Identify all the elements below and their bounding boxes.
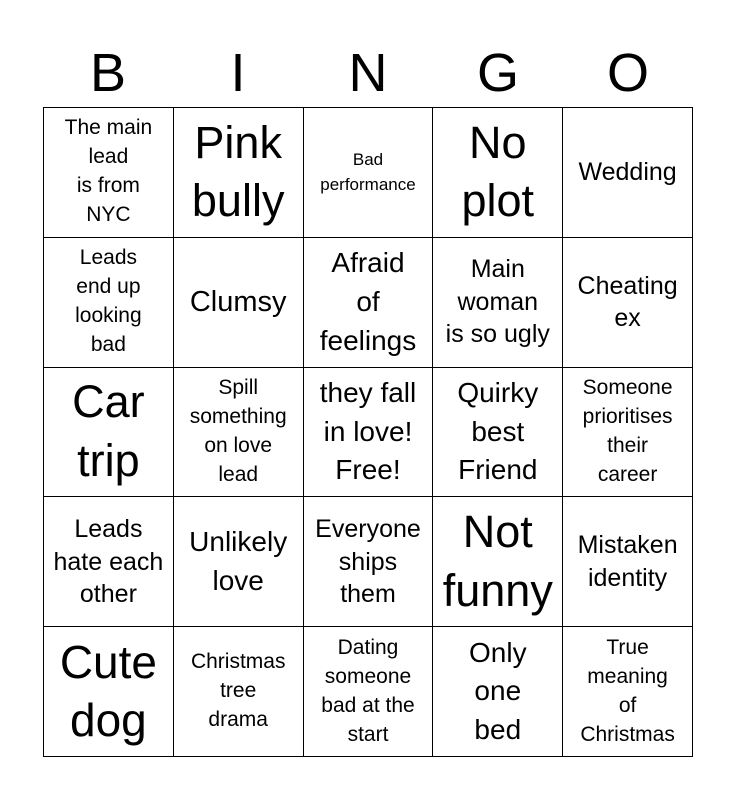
cell-text: Pink bully (191, 116, 285, 227)
cell-text: Only one bed (469, 636, 527, 745)
bingo-cell-r4c2[interactable] (174, 497, 304, 627)
cell-text: Spill something on love lead (189, 376, 287, 486)
cell-text: Dating someone bad at the start (321, 635, 415, 746)
bingo-cell-r5c2[interactable] (174, 627, 304, 757)
bingo-header (43, 40, 693, 106)
bingo-cell-r2c1[interactable] (44, 238, 174, 368)
bingo-cell-r5c5[interactable] (563, 627, 693, 757)
cell-text: Not funny (442, 506, 553, 616)
bingo-cell-r3c1[interactable] (44, 368, 174, 498)
cell-text: Cheating ex (577, 271, 678, 333)
header-letter-g: G (476, 43, 519, 103)
cell-text: Someone prioritises their career (582, 376, 673, 486)
bingo-cell-r5c4[interactable] (433, 627, 563, 757)
cell-text: Mistaken identity (577, 531, 678, 592)
bingo-cell-r4c3[interactable] (304, 497, 434, 627)
header-letter-o: O (606, 43, 649, 103)
bingo-cell-r3c4[interactable] (433, 368, 563, 498)
cell-text: Quirky best Friend (457, 377, 539, 486)
bingo-cell-r4c4[interactable] (433, 497, 563, 627)
cell-text: Car trip (72, 376, 145, 486)
bingo-cell-r2c5[interactable] (563, 238, 693, 368)
bingo-cell-r3c5[interactable] (563, 368, 693, 498)
cell-text: Everyone ships them (315, 515, 421, 609)
cell-text: Wedding (578, 158, 677, 187)
bingo-cell-r2c3[interactable] (304, 238, 434, 368)
header-letter-n: N (348, 43, 388, 103)
cell-text: No plot (461, 116, 535, 227)
bingo-cell-r1c5[interactable] (563, 108, 693, 238)
bingo-cell-r2c4[interactable] (433, 238, 563, 368)
bingo-cell-r1c1[interactable] (44, 108, 174, 238)
bingo-cell-r5c3[interactable] (304, 627, 434, 757)
header-letter-b: B (89, 43, 127, 103)
header-letter-i: I (230, 43, 246, 103)
cell-text: Christmas tree drama (190, 650, 286, 732)
bingo-cell-r3c2[interactable] (174, 368, 304, 498)
bingo-cell-r4c5[interactable] (563, 497, 693, 627)
bingo-cell-r1c4[interactable] (433, 108, 563, 238)
bingo-cell-r1c3[interactable] (304, 108, 434, 238)
bingo-cell-r3c3[interactable] (304, 368, 434, 498)
cell-text: Leads end up looking bad (75, 246, 142, 357)
cell-text: Cute dog (59, 636, 157, 746)
cell-text: The main lead is from NYC (64, 116, 153, 227)
cell-text: Unlikely love (189, 526, 288, 596)
cell-text: Bad performance (320, 149, 416, 195)
cell-text: True meaning of Christmas (580, 635, 675, 746)
bingo-cell-r2c2[interactable] (174, 238, 304, 368)
cell-text: Afraid of feelings (319, 247, 417, 356)
cell-text: Clumsy (189, 285, 287, 318)
free-space: they fall in love! Free! (319, 377, 417, 486)
bingo-cell-r4c1[interactable] (44, 497, 174, 627)
bingo-cell-r5c1[interactable] (44, 627, 174, 757)
bingo-board (43, 107, 693, 757)
bingo-cell-r1c2[interactable] (174, 108, 304, 238)
cell-text: Leads hate each other (53, 515, 164, 609)
cell-text: Main woman is so ugly (445, 255, 550, 349)
